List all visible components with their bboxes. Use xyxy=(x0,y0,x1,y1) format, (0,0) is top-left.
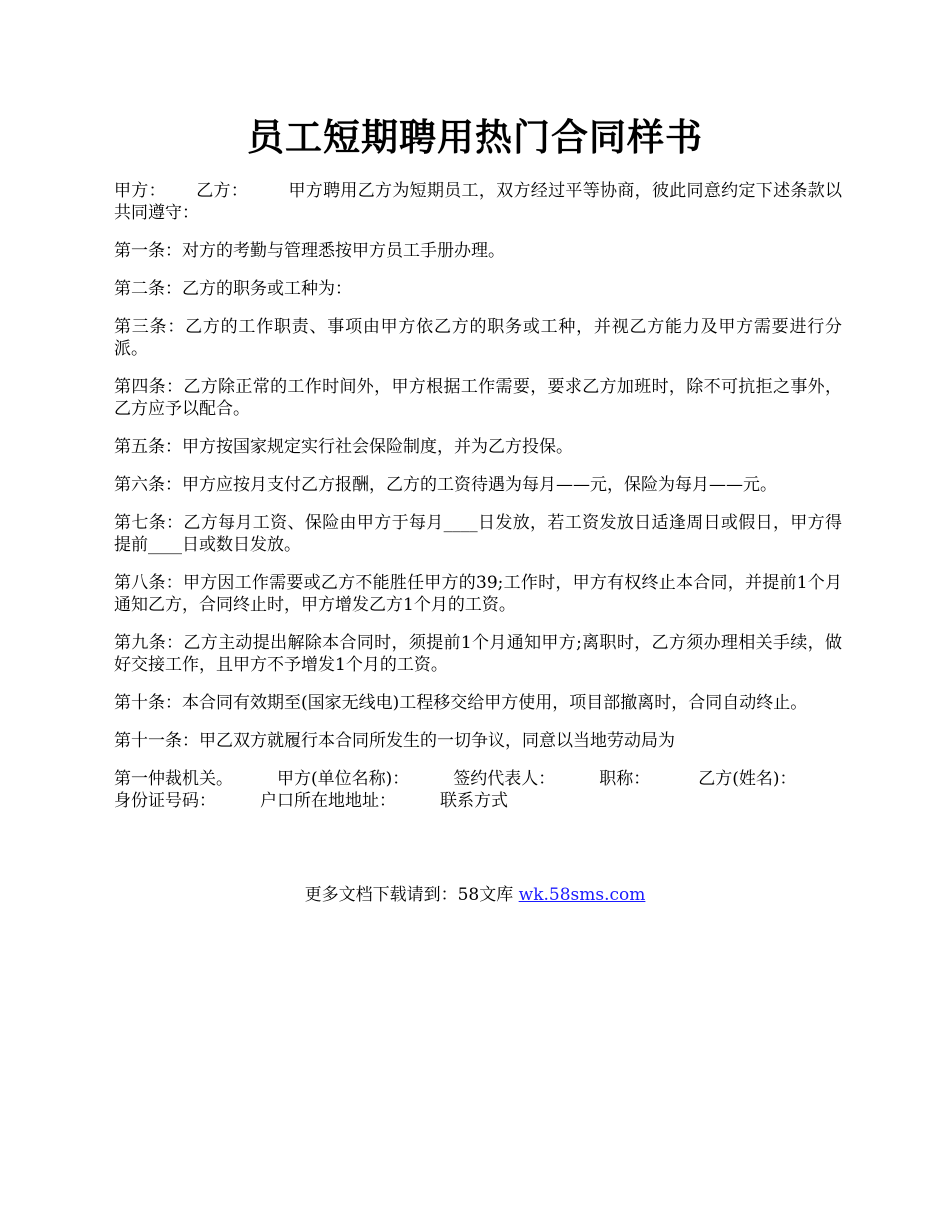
position-label: 职称： xyxy=(599,769,651,789)
intro-paragraph xyxy=(114,180,842,224)
article-2: 第二条：乙方的职务或工种为： xyxy=(114,279,352,299)
arbitration-text: 第一仲裁机关。 xyxy=(114,769,233,789)
id-number-label: 身份证号码： xyxy=(114,791,216,811)
article-7: 第七条：乙方每月工资、保险由甲方于每月____日发放，若工资发放日适逢周日或假日，甲方得提前____日或数日发放。 xyxy=(114,513,842,555)
document-body xyxy=(114,180,842,828)
article-11: 第十一条：甲乙双方就履行本合同所发生的一切争议，同意以当地劳动局为 xyxy=(114,731,675,751)
closing-paragraph xyxy=(114,768,842,812)
article-3: 第三条：乙方的工作职责、事项由甲方依乙方的职务或工种，并视乙方能力及甲方需要进行分派。 xyxy=(114,317,842,359)
party-a-label: 甲方： xyxy=(114,181,166,201)
address-label: 户口所在地地址： xyxy=(260,791,396,811)
contact-label: 联系方式 xyxy=(440,791,508,811)
signatory-label: 签约代表人： xyxy=(453,769,556,789)
footer-text: 更多文档下载请到：58文库 xyxy=(304,885,514,905)
party-a-name-label: 甲方(单位名称)： xyxy=(277,769,410,789)
article-8: 第八条：甲方因工作需要或乙方不能胜任甲方的39;工作时，甲方有权终止本合同，并提前1个月通知乙方，合同终止时，甲方增发乙方1个月的工资。 xyxy=(114,573,842,615)
footer xyxy=(0,884,950,906)
footer-link[interactable]: wk.58sms.com xyxy=(518,885,646,905)
article-1: 第一条：对方的考勤与管理悉按甲方员工手册办理。 xyxy=(114,241,505,261)
article-5: 第五条：甲方按国家规定实行社会保险制度，并为乙方投保。 xyxy=(114,437,573,457)
article-6: 第六条：甲方应按月支付乙方报酬，乙方的工资待遇为每月——元，保险为每月——元。 xyxy=(114,475,777,495)
intro-text: 甲方聘用乙方为短期员工，双方经过平等协商，彼此同意约定下述条款以共同遵守： xyxy=(114,181,843,223)
article-9: 第九条：乙方主动提出解除本合同时，须提前1个月通知甲方;离职时，乙方须办理相关手续，做好交接工作，且甲方不予增发1个月的工资。 xyxy=(114,633,842,675)
party-b-name-label: 乙方(姓名)： xyxy=(698,769,797,789)
article-4: 第四条：乙方除正常的工作时间外，甲方根据工作需要，要求乙方加班时，除不可抗拒之事外，乙方应予以配合。 xyxy=(114,377,842,419)
document-title: 员工短期聘用热门合同样书 xyxy=(247,115,703,159)
party-b-label: 乙方： xyxy=(195,181,249,201)
article-10: 第十条：本合同有效期至(国家无线电)工程移交给甲方使用，项目部撤离时，合同自动终止。 xyxy=(114,693,808,713)
